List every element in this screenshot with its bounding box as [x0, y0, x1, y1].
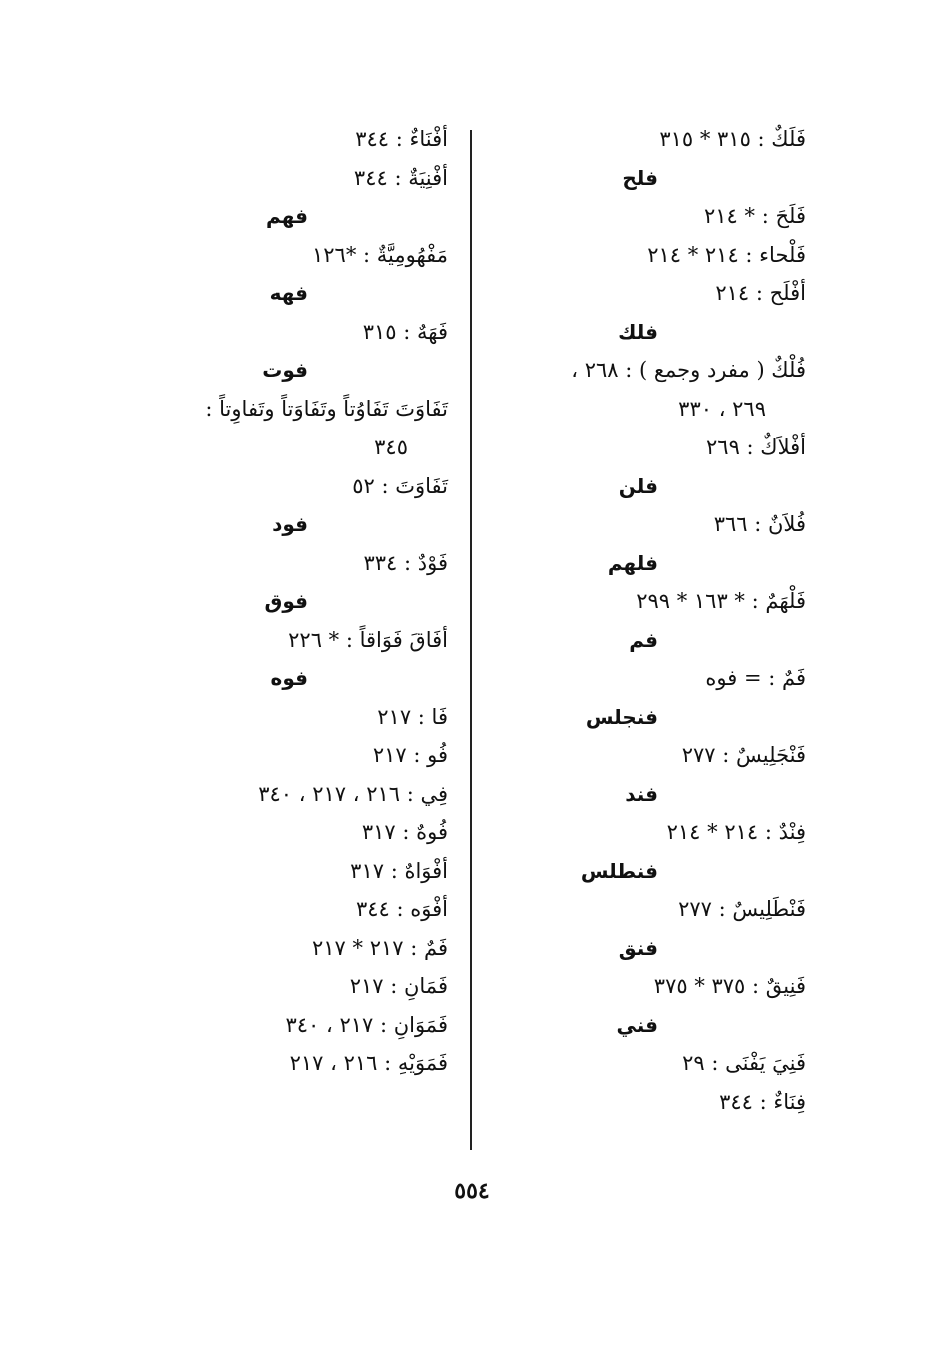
index-entry: فَلَحَ : * ٢١٤: [704, 204, 806, 228]
index-entry: فَنِيقٌ : ٣٧٥ * ٣٧٥: [653, 974, 806, 998]
index-entry: فَنِيَ يَفْنَى : ٢٩: [682, 1051, 806, 1075]
column-divider: [470, 130, 472, 1150]
root-heading: فلح: [622, 165, 658, 190]
index-entry: فَهَهٌ : ٣١٥: [362, 319, 448, 344]
index-entry: فِنَاءٌ : ٣٤٤: [719, 1089, 806, 1114]
root-heading: فنق: [618, 935, 658, 960]
index-entry: مَفْهُومِيَّةٌ : *١٢٦: [311, 242, 448, 267]
index-entry: أفْوَاهٌ : ٣١٧: [350, 858, 448, 883]
index-entry: فَنْجَلِيسٌ : ٢٧٧: [681, 743, 806, 767]
root-heading: فود: [272, 512, 308, 536]
index-entry: أفْوَه : ٣٤٤: [356, 897, 448, 921]
root-heading: فوت: [262, 358, 308, 382]
index-entry: فَلَكٌ : ٣١٥ * ٣١٥: [659, 127, 806, 151]
index-entry: فَلْحاء : ٢١٤ * ٢١٤: [647, 242, 806, 267]
index-entry: فِنْدٌ : ٢١٤ * ٢١٤: [666, 820, 806, 844]
root-heading: فنطلس: [580, 858, 658, 883]
index-entry: فَمٌ : ٢١٧ * ٢١٧: [312, 935, 448, 960]
root-heading: فند: [625, 781, 658, 806]
index-entry: أفَاقَ فَوَاقاً : * ٢٢٦: [288, 627, 448, 652]
root-heading: فني: [616, 1012, 658, 1037]
index-entry: تَفَاوَتَ تَفَاوُتاً وتَفَاوَتاً وتَفاوِتاً :: [205, 396, 448, 421]
root-heading: فنجلس: [585, 704, 658, 729]
index-entry: فَمٌ : = فوه: [705, 666, 806, 690]
index-entry: فَلْهَمٌ : * ١٦٣ * ٢٩٩: [636, 589, 806, 613]
root-heading: فلن: [618, 473, 658, 498]
index-entry: فَا : ٢١٧: [377, 704, 448, 729]
entry-continuation: ٣٤٥: [374, 435, 408, 459]
root-heading: فوه: [270, 666, 308, 690]
index-entry: فُلاَنٌ : ٣٦٦: [713, 512, 806, 536]
root-heading: فوق: [264, 589, 308, 613]
index-entry: فَمَوَانِ : ٢١٧ ، ٣٤٠: [285, 1012, 448, 1037]
root-heading: فهم: [266, 204, 308, 228]
left-column: [108, 120, 448, 1083]
index-entry: فَمَوَيْهِ : ٢١٦ ، ٢١٧: [289, 1051, 448, 1075]
index-entry: فُو : ٢١٧: [372, 743, 448, 767]
entry-continuation: ٢٦٩ ، ٣٣٠: [678, 396, 766, 421]
index-entry: أفْلَح : ٢١٤: [715, 281, 806, 305]
index-entry: فُوهٌ : ٣١٧: [361, 820, 448, 844]
root-heading: فلك: [618, 319, 658, 344]
index-entry: فُلْكٌ ( مفرد وجمع ) : ٢٦٨ ،: [571, 358, 806, 382]
index-entry: فِي : ٢١٦ ، ٢١٧ ، ٣٤٠: [258, 781, 448, 806]
index-entry: أفْنِيَةٌ : ٣٤٤: [353, 165, 448, 190]
index-entry: فَنْطَلِيسٌ : ٢٧٧: [678, 897, 806, 921]
index-entry: فَوْدٌ : ٣٣٤: [363, 550, 448, 575]
root-heading: فهه: [269, 281, 308, 305]
right-column: [446, 120, 806, 1121]
index-entry: أفْنَاءٌ : ٣٤٤: [355, 127, 448, 151]
index-entry: فَمَانِ : ٢١٧: [349, 974, 448, 998]
page-number: ٥٥٤: [454, 1178, 490, 1204]
root-heading: فم: [629, 627, 658, 652]
root-heading: فلهم: [607, 550, 658, 575]
index-entry: أفْلاَكٌ : ٢٦٩: [706, 435, 806, 459]
index-entry: تَفَاوَتَ : ٥٢: [352, 473, 448, 498]
